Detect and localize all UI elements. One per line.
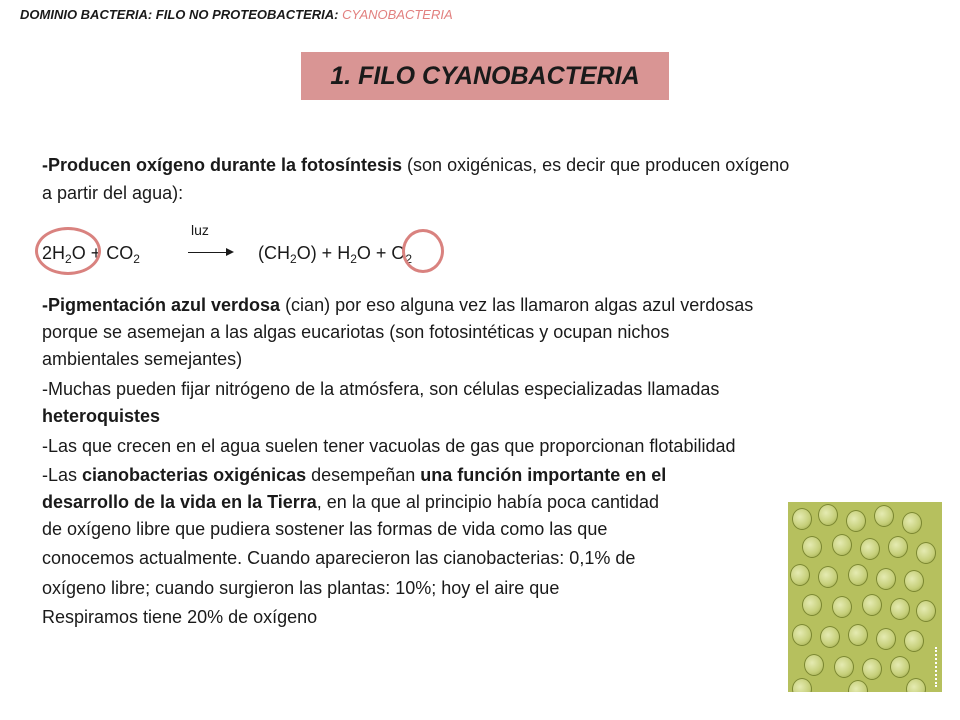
micrograph-cell	[916, 600, 936, 622]
micrograph-cell	[904, 630, 924, 652]
paragraph-pigment-line-3: ambientales semejantes)	[42, 349, 243, 369]
paragraph-oxygen-line-1	[42, 154, 789, 176]
micrograph-cell	[792, 508, 812, 530]
micrograph-cell	[888, 536, 908, 558]
micrograph-cell	[876, 628, 896, 650]
eq-h2o-sub: 2	[350, 252, 357, 266]
micrograph-scale-marker	[935, 647, 941, 687]
eq-ch2o-start: (CH	[258, 243, 290, 263]
eq-water-sub: 2	[65, 252, 72, 266]
micrograph-cell	[834, 656, 854, 678]
micrograph-cell	[874, 505, 894, 527]
paragraph-oxygen-line-2: a partir del agua):	[42, 183, 184, 203]
micrograph-cell	[792, 624, 812, 646]
paragraph-evolution-line-5: oxígeno libre; cuando surgieron las plantas: 10%; hoy el aire que	[42, 578, 560, 598]
eq-h2o-end: O + O	[356, 243, 406, 263]
micrograph-cell	[890, 656, 910, 678]
micrograph-cell	[862, 594, 882, 616]
micrograph-cell	[862, 658, 882, 680]
eq-o2-sub: 2	[405, 252, 413, 266]
slide-title-box	[301, 52, 669, 100]
paragraph-pigment-line-2: porque se asemejan a las algas eucariotas (son fotosintéticas y ocupan nichos	[42, 322, 670, 342]
p5-l1-b: cianobacterias oxigénicas	[82, 465, 307, 485]
paragraph-vacuoles: -Las que crecen en el agua suelen tener vacuolas de gas que proporcionan flotabilidad	[42, 436, 736, 456]
micrograph-cell	[802, 536, 822, 558]
arrow-label-luz: luz	[191, 222, 209, 238]
micrograph-cell	[802, 594, 822, 616]
micrograph-cell	[790, 564, 810, 586]
micrograph-cell	[860, 538, 880, 560]
eq-co2-sub: 2	[133, 252, 140, 266]
paragraph-pigment-bold: -Pigmentación azul verdosa	[42, 295, 281, 315]
breadcrumb-current: CYANOBACTERIA	[342, 7, 453, 22]
equation-products	[258, 242, 412, 264]
paragraph-pigment-line-1	[42, 294, 753, 316]
paragraph-nitrogen-line-2: heteroquistes	[42, 406, 161, 426]
micrograph-cell	[792, 678, 812, 692]
paragraph-evolution-line-3: de oxígeno libre que pudiera sostener las formas de vida como las que	[42, 519, 608, 539]
paragraph-evolution-line-2	[42, 491, 659, 513]
eq-water-end: O	[71, 243, 86, 263]
paragraph-evolution-line-6: Respiramos tiene 20% de oxígeno	[42, 607, 318, 627]
paragraph-evolution-line-4: conocemos actualmente. Cuando aparecieron las cianobacterias: 0,1% de	[42, 548, 636, 568]
micrograph-cell	[832, 534, 852, 556]
paragraph-pigment-rest: (cian) por eso alguna vez las llamaron algas azul verdosas	[280, 295, 754, 315]
eq-plus-co2: + CO	[85, 243, 134, 263]
eq-water-coef: 2H	[42, 243, 66, 263]
p5-l1-d: una función importante en el	[420, 465, 667, 485]
paragraph-oxygen-rest: (son oxigénicas, es decir que producen oxígeno	[402, 155, 790, 175]
micrograph-cell	[848, 680, 868, 692]
micrograph-cell	[906, 678, 926, 692]
p5-l2-a: desarrollo de la vida en la Tierra	[42, 492, 317, 512]
breadcrumb	[20, 7, 453, 22]
p5-l2-b: , en la que al principio había poca cantidad	[316, 492, 660, 512]
micrograph-cell	[848, 564, 868, 586]
cyanobacteria-micrograph	[788, 502, 942, 692]
paragraph-evolution-line-1	[42, 464, 666, 486]
reaction-arrow-head-icon	[226, 248, 234, 256]
micrograph-cell	[804, 654, 824, 676]
micrograph-cell	[876, 568, 896, 590]
eq-ch2o-sub: 2	[290, 252, 297, 266]
breadcrumb-path: DOMINIO BACTERIA: FILO NO PROTEOBACTERIA:	[20, 7, 343, 22]
micrograph-cell	[904, 570, 924, 592]
paragraph-nitrogen-line-1: -Muchas pueden fijar nitrógeno de la atmósfera, son células especializadas llamadas	[42, 379, 720, 399]
p5-l1-c: desempeñan	[306, 465, 421, 485]
micrograph-cell	[832, 596, 852, 618]
highlight-circle-water	[35, 227, 101, 275]
micrograph-cell	[916, 542, 936, 564]
slide-title: 1. FILO CYANOBACTERIA	[330, 61, 640, 90]
micrograph-cell	[890, 598, 910, 620]
paragraph-oxygen-bold: -Producen oxígeno durante la fotosíntesis	[42, 155, 403, 175]
micrograph-cell	[818, 504, 838, 526]
micrograph-cell	[820, 626, 840, 648]
eq-ch2o-end: O) + H	[296, 243, 351, 263]
micrograph-cell	[818, 566, 838, 588]
micrograph-cell	[902, 512, 922, 534]
highlight-circle-oxygen	[402, 229, 444, 273]
p5-l1-a: -Las	[42, 465, 83, 485]
reaction-arrow-icon	[188, 252, 228, 253]
micrograph-cell	[848, 624, 868, 646]
micrograph-cell	[846, 510, 866, 532]
